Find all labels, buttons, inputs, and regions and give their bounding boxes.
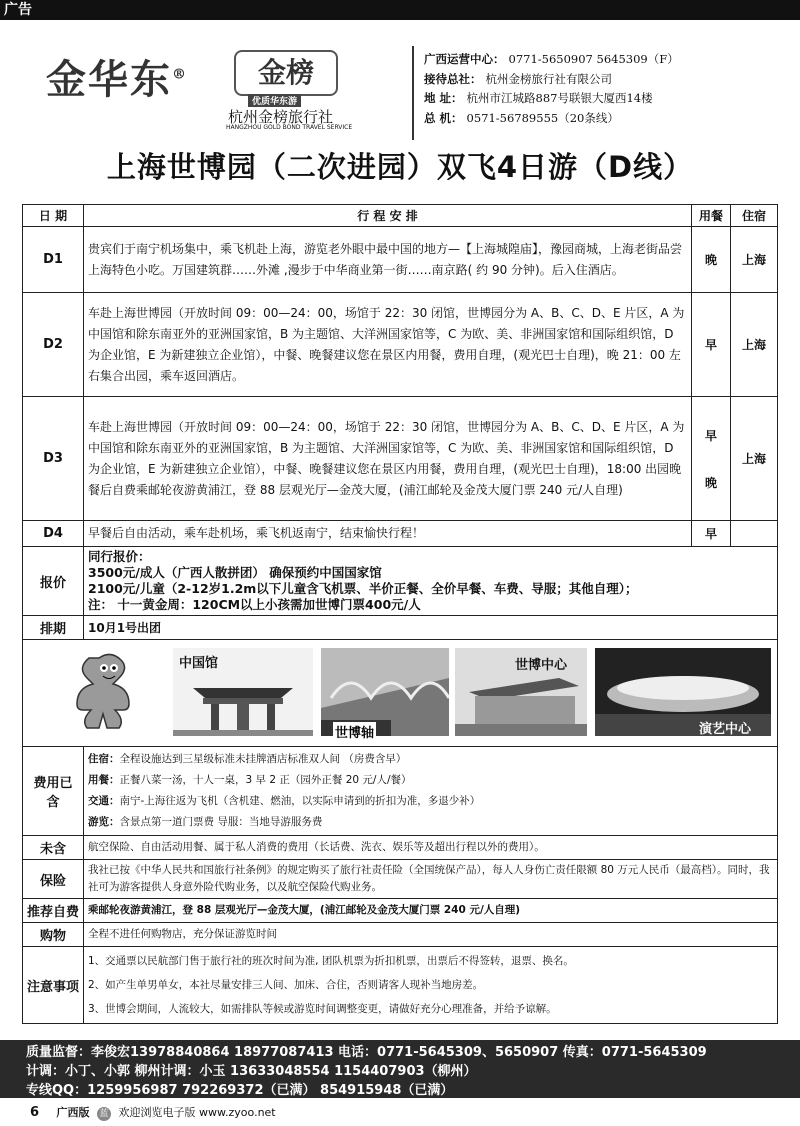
edition-name: 广西版 [56,1106,90,1119]
contact-row: 广西运营中心： 0771-5650907 5645309（F） [424,52,679,66]
brand-logo-jinbang: 金榜 [234,50,338,96]
brand2-name: 杭州金榜旅行社 [228,108,334,126]
brand2-subtitle: 优质华东游 [248,94,301,107]
ad-banner [0,0,800,20]
header [10,28,790,136]
registered-mark: ® [172,66,188,83]
header-divider [412,46,414,140]
footer-line: 专线QQ：1259956987 792269372（已满） 854915948（已满） [26,1083,454,1098]
header-meal: 用餐 [692,205,731,227]
contact-row: 接待总社： 杭州金榜旅行社有限公司 [424,71,612,86]
edition-badge-icon: 蓝 [97,1107,111,1121]
footer-line: 质量监督：李俊宏13978840864 18977087413 电话：0771-5645309、5650907 传真：0771-5645309 [26,1045,707,1060]
brand1-text: 金华东 [46,56,172,103]
table-row: D4 早餐后自由活动，乘车赴机场，乘飞机返南宁，结束愉快行程！ 早 [23,521,778,547]
photo-label: 中国馆 [179,656,219,671]
photo-strip [23,640,777,746]
excluded-row: 未含 航空保险、自由活动用餐、属于私人消费的费用（长话费、洗衣、娱乐等及超出行程以外的费用）。 [23,836,778,860]
contact-row: 总 机： 0571-56789555（20条线） [424,110,619,125]
photo-label: 演艺中心 [699,722,752,737]
photo-label: 世博中心 [515,658,568,673]
page-title: 上海世博园（二次进园）双飞4日游（D线） [106,150,694,184]
insurance-row: 保险 我社已按《中华人民共和国旅行社条例》的规定购买了旅行社责任险（全国统保产品），每人人身伤亡责任限额 80 万元人民币（最高档）。同时，我社可为游客提供人身意外险代购业务，以及航空保险代购业务。 [23,860,778,899]
contact-row: 地 址： 杭州市江城路887号联银大厦西14楼 [424,91,653,105]
page-number: 6 [30,1105,40,1120]
price-row: 报价 同行报价： 3500元/成人（广西人散拼团） 确保预约中国国家馆 2100元/儿童（2-12岁1.2m以下儿童含飞机票、半价正餐、全价早餐、车费、导服；其他自理）； 注： 十一黄金周：120CM以上小孩需加世博门票400元/人 [23,547,778,616]
brand-logo-jinhuadong [46,48,188,105]
table-row: D2 车赴上海世博园（开放时间 09：00—24：00，场馆于 22：30 闭馆，世博园分为 A、B、C、D、E 片区，A 为中国馆和除东南亚外的亚洲国家馆，B 为主题馆、大洋洲国家馆等，C 为欧、美、非洲国家馆和国际组织馆，D 为企业馆，E 为新建独立企业馆），中餐、晚餐建议您在景区内用餐，费用自理，(观光巴士自理)，晚 21：00 左右集合出园，乘车返回酒店。 早 上海 [23,293,778,397]
table-header [23,205,778,227]
schedule-row: 排期 10月1号出团 [23,616,778,640]
photo-row [23,640,778,747]
table-row: D3 车赴上海世博园（开放时间 09：00—24：00，场馆于 22：30 闭馆，世博园分为 A、B、C、D、E 片区，A 为中国馆和除东南亚外的亚洲国家馆，B 为主题馆、大洋洲国家馆等，C 为欧、美、非洲国家馆和国际组织馆，D 为企业馆，E 为新建独立企业馆），中餐、晚餐建议您在景区内用餐，费用自理，(观光巴士自理)，18:00 出园晚餐后自费乘邮轮夜游黄浦江，登 88 层观光厅—金茂大厦，(浦江邮轮及金茂大厦门票 240 元/人自理) 早 晚 上海 [23,397,778,521]
header-stay: 住宿 [731,205,778,227]
contact-list [424,50,679,128]
fees-row: 费用已含 住宿：全程设施达到三星级标准未挂牌酒店标准双人间 （房费含早） 用餐：正餐八菜一汤，十人一桌，3 早 2 正（园外正餐 20 元/人/餐） 交通：南宁-上海往返为飞机（含机建、燃油，以实际申请到的折扣为准，多退少补） 游览：含景点第一道门票费 导服：当地导游服务费 [23,747,778,836]
website-text[interactable]: 欢迎浏览电子版 www.zyoo.net [118,1106,276,1119]
footer-contacts [0,1040,800,1098]
notes-row: 注意事项 1、交通票以民航部门售于旅行社的班次时间为准, 团队机票为折扣机票，出票后不得签转，退票、换名。 2、如产生单男单女，本社尽量安排三人间、加床、合住，否则请客人现补当地房差。 3、世博会期间，人流较大，如需排队等候或游览时间调整变更，请做好充分心理准备，并给予谅解。 [23,947,778,1024]
ad-tag: 广告 [0,0,42,20]
recommend-row: 推荐自费 乘邮轮夜游黄浦江，登 88 层观光厅—金茂大厦，(浦江邮轮及金茂大厦门票 240 元/人自理) [23,899,778,923]
page-footer [30,1104,276,1121]
header-day: 日 期 [23,205,84,227]
header-schedule: 行 程 安 排 [84,205,692,227]
footer-line: 计调：小丁、小郭 柳州计调：小玉 13633048554 1154407903（柳州） [26,1064,477,1079]
brand2-english: HANGZHOU GOLD BOND TRAVEL SERVICE [226,124,353,131]
itinerary-table [22,204,778,1024]
expo-mascot-haibao [59,648,159,736]
shopping-row: 购物 全程不进任何购物店，充分保证游览时间 [23,923,778,947]
photo-label: 世博轴 [333,722,376,741]
table-row: D1 贵宾们于南宁机场集中，乘飞机赴上海，游览老外眼中最中国的地方—【上海城隍庙】，豫园商城，上海老街品尝上海特色小吃。万国建筑群……外滩 ,漫步于中华商业第一街……南京路( 约 90 分钟)。后入住酒店。 晚 上海 [23,227,778,293]
